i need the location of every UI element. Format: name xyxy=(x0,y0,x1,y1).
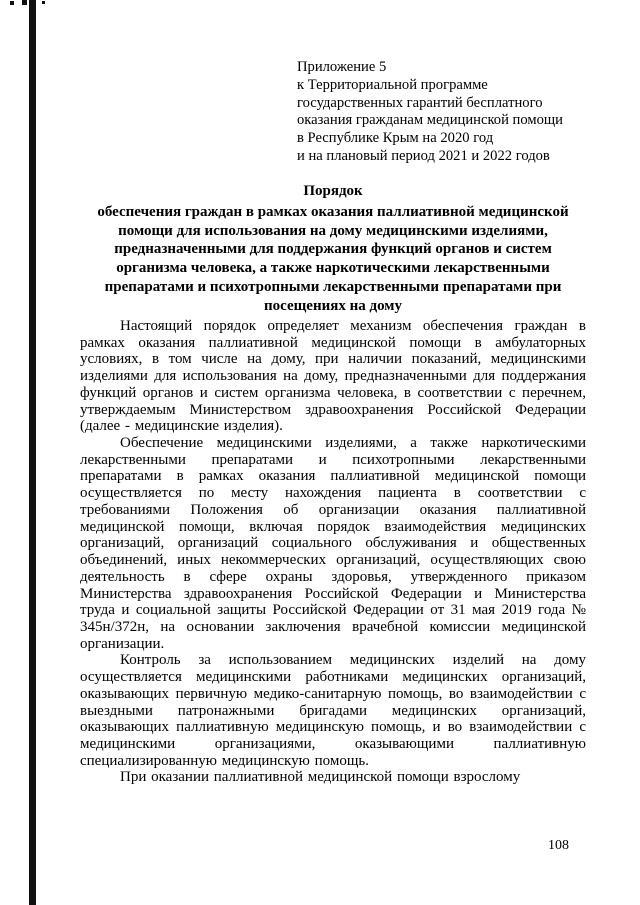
document-title-text: обеспечения граждан в рамках оказания паллиативной медицинской помощи для использования на дому медицинскими изделиями, предназначенными для поддержания функций органов и систем организма человека, а также наркотическими лекарственными препаратами и психотропными лекарственными препаратами при посещениях на дому xyxy=(97,203,569,314)
appendix-line: и на плановый период 2021 и 2022 годов xyxy=(297,147,550,164)
scan-edge-artifact xyxy=(29,0,36,905)
appendix-line: оказания гражданам медицинской помощи xyxy=(297,112,563,129)
body-paragraph: Контроль за использованием медицинских изделий на дому осуществляется медицинскими работниками медицинских организаций, оказывающих первичную медико-санитарную помощь, во взаимодействии с выездными патронажными бригадами медицинских организаций, оказывающих паллиативную медицинскую помощь, и во взаимодействии с медицинскими организациями, оказывающими паллиативную специализированную медицинскую помощь. xyxy=(80,652,586,769)
scan-corner-marks xyxy=(8,0,68,10)
appendix-line: к Территориальной программе xyxy=(297,76,488,93)
body-paragraph: Обеспечение медицинскими изделиями, а также наркотическими лекарственными препаратами и психотропными лекарственными препаратами в рамках оказания паллиативной медицинской помощи осуществляется по месту нахождения пациента в соответствии с требованиями Положения об организации оказания паллиативной медицинской помощи, включая порядок взаимодействия медицинских организаций, организаций социального обслуживания и общественных объединений, иных некоммерческих организаций, осуществляющих свою деятельность в сфере охраны здоровья, утвержденного приказом Министерства здравоохранения Российской Федерации и Министерства труда и социальной защиты Российской Федерации от 31 мая 2019 года № 345н/372н, на основании заключения врачебной комиссии медицинской организации. xyxy=(80,435,586,652)
document-title xyxy=(80,182,586,315)
appendix-line: в Республике Крым на 2020 год xyxy=(297,130,494,147)
body-paragraph: При оказании паллиативной медицинской помощи взрослому xyxy=(120,769,521,786)
page-number: 108 xyxy=(548,838,569,853)
document-body xyxy=(80,318,586,786)
body-paragraph: Настоящий порядок определяет механизм обеспечения граждан в рамках оказания паллиативной медицинской помощи в амбулаторных условиях, в том числе на дому, при наличии показаний, медицинскими изделиями для использования на дому, предназначенными для поддержания функций органов и систем организма человека, в соответствии с перечнем, утверждаемым Министерством здравоохранения Российской Федерации (далее - медицинские изделия). xyxy=(80,318,586,435)
document-title-word: Порядок xyxy=(303,183,363,199)
appendix-block xyxy=(297,59,597,166)
appendix-line: Приложение 5 xyxy=(297,59,387,75)
appendix-line: государственных гарантий бесплатного xyxy=(297,94,543,111)
